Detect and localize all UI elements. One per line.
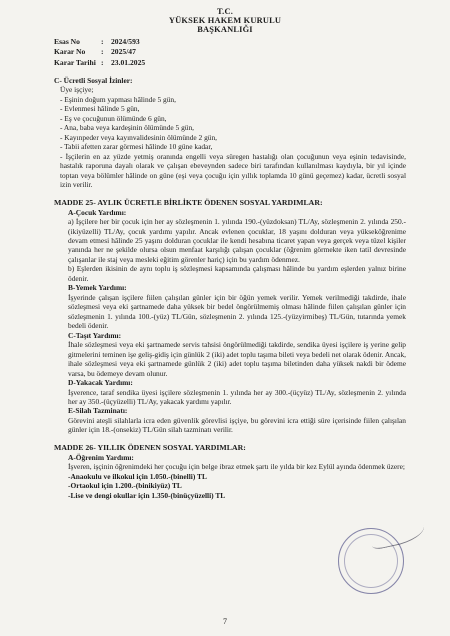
fuel-allowance-title: D-Yakacak Yardımı: bbox=[68, 378, 133, 388]
leave-item: - Eş ve çocuğunun ölümünde 6 gün, bbox=[60, 113, 167, 123]
weapon-compensation-para: Görevini ateşli silahlarla icra eden güvenlik görevlisi işçiye, bu görevini icra ettiği süre içerisinde fiilen çalışılan günler için 18.-(onsekiz) TL/Gün silah tazminatı verilir. bbox=[68, 415, 406, 435]
case-meta bbox=[54, 37, 145, 68]
transport-allowance-title: C-Taşıt Yardımı: bbox=[68, 330, 122, 340]
leave-item-disability: - İşçilerin en az yüzde yetmiş oranında engelli veya süregen hastalığı olan çocuğunun veya eşinin tedavisinde, hastalık raporuna dayalı olarak ve çalışan ebeveynden sadece biri tarafından kullanılması kaydıyla, bir yıl içinde toptan veya bölümler hâlinde on güne (eşi veya çocuğu için yıllık toplamda 10 günü geçemez) kadar, ücretli sosyal izin verilir. bbox=[60, 151, 406, 190]
article-26-title: MADDE 26- YILLIK ÖDENEN SOSYAL YARDIMLAR: bbox=[54, 442, 246, 452]
leave-item: - Eşinin doğum yapması hâlinde 5 gün, bbox=[60, 94, 176, 104]
transport-allowance-para: İhale sözleşmesi veya eki şartnamede servis tahsisi öngörülmediği takdirde, sendika üyesi işçilere iş yerine gelip gitmelerini teminen işe geliş-gidiş için günlük 2 (iki) adet toplu taşıma bileti veya bedeli net olarak ödenir. Ancak, ihale sözleşmesi veya eki şartnamede günlük 2 (iki) adet toplu taşıma biletinden daha yüksek nakdi bir ödeme varsa, bu ödemeye devam olunur. bbox=[68, 340, 406, 378]
education-allowance-title: A-Öğrenim Yardımı: bbox=[68, 452, 134, 462]
karar-value: 2025/47 bbox=[111, 47, 136, 57]
tarih-colon: : bbox=[101, 57, 104, 67]
child-allowance-title: A-Çocuk Yardımı: bbox=[68, 207, 127, 217]
leave-item: - Evlenmesi hâlinde 5 gün, bbox=[60, 104, 140, 114]
header-institution: YÜKSEK HAKEM KURULU bbox=[168, 16, 282, 25]
document-body bbox=[54, 76, 406, 500]
esas-row bbox=[54, 37, 145, 47]
leave-item: - Tabii afetten zarar görmesi hâlinde 10 güne kadar, bbox=[60, 142, 213, 152]
education-item: -Ortaokul için 1.200.-(binikiyüz) TL bbox=[68, 481, 182, 491]
fuel-allowance-para: İşverence, taraf sendika üyesi işçilere sözleşmenin 1. yılında her ay 300.-(üçyüz) TL/Ay, sözleşmenin 2. yılında her ay 350.-(üçyüzelli) TL/Ay, yakacak yardımı yapılır. bbox=[68, 387, 406, 406]
section-c-intro: Üye işçiye; bbox=[60, 85, 94, 95]
education-item: -Lise ve dengi okullar için 1.350-(binüçyüzelli) TL bbox=[68, 490, 226, 500]
esas-label: Esas No bbox=[54, 37, 80, 46]
education-allowance-para: İşveren, işçinin öğrenimdeki her çocuğu için belge ibraz etmek şartı ile yılda bir kez Eylül ayında ödenmek üzere; bbox=[68, 462, 405, 472]
tarih-row bbox=[54, 58, 145, 68]
esas-colon: : bbox=[101, 37, 104, 46]
tarih-label: Karar Tarihi bbox=[54, 57, 96, 67]
header-presidency: BAŞKANLIĞI bbox=[197, 25, 253, 34]
weapon-compensation-title: E-Silah Tazminatı: bbox=[68, 406, 128, 416]
child-allowance-para-a: a) İşçilere her bir çocuk için her ay sözleşmenin 1. yılında 190.-(yüzdoksan) TL/Ay, sözleşmenin 2. yılında 250.-(ikiyüzelli) TL/Ay, çocuk yardımı yapılır. Ancak evlenen çocuklar, 18 yaşını dolduran veya yükseköğrenime devam etmesi hâlinde 25 yaşını dolduran çocuklar ile kendi hesabına ticaret yapan veya gerçek veya tüzel kişiler yanında her ne şekilde olursa olsun menfaat karşılığı çalışan çocuklar (öğrenim görmekte iken tatil devresinde çalışanlar ile staj veya mesleki eğitim görenler hariç) için bu yardım ödenmez. bbox=[68, 217, 406, 264]
leave-item: - Kayınpeder veya kayınvalidesinin ölümünde 2 gün, bbox=[60, 132, 218, 142]
karar-row bbox=[54, 47, 145, 57]
esas-value: 2024/593 bbox=[111, 37, 140, 46]
leave-item: - Ana, baba veya kardeşinin ölümünde 5 gün, bbox=[60, 123, 195, 133]
meal-allowance-title: B-Yemek Yardımı: bbox=[68, 283, 127, 293]
karar-colon: : bbox=[101, 47, 104, 57]
child-allowance-para-b: b) Eşlerden ikisinin de aynı toplu iş sözleşmesi kapsamında çalışması hâlinde bu yardım eşlerden yalnız birine ödenir. bbox=[68, 264, 406, 283]
meal-allowance-para: İşyerinde çalışan işçilere fiilen çalışılan günler için bir öğün yemek verilir. Yemek verilmediği takdirde, ihale sözleşmesi veya eki şartnamede daha yüksek bir bedel öngörülmemiş olması hâlinde fiilen çalışılan günler için sözleşmenin 1. yılında 100.-(yüz) TL/Gün, sözleşmenin 2. yılında 125.-(yüzyirmibeş) TL/Gün, tutarında yemek bedeli ödenir. bbox=[68, 292, 406, 331]
education-item: -Anaokulu ve ilkokul için 1.050.-(binelli) TL bbox=[68, 471, 207, 481]
page-number: 7 bbox=[223, 617, 227, 626]
article-25-title: MADDE 25- AYLIK ÜCRETLE BİRLİKTE ÖDENEN SOSYAL YARDIMLAR: bbox=[54, 197, 323, 207]
section-c-title: C- Ücretli Sosyal İzinler: bbox=[54, 76, 133, 85]
tarih-value: 23.01.2025 bbox=[111, 57, 146, 67]
karar-label: Karar No bbox=[54, 47, 86, 57]
header-tc: T.C. bbox=[217, 7, 233, 16]
